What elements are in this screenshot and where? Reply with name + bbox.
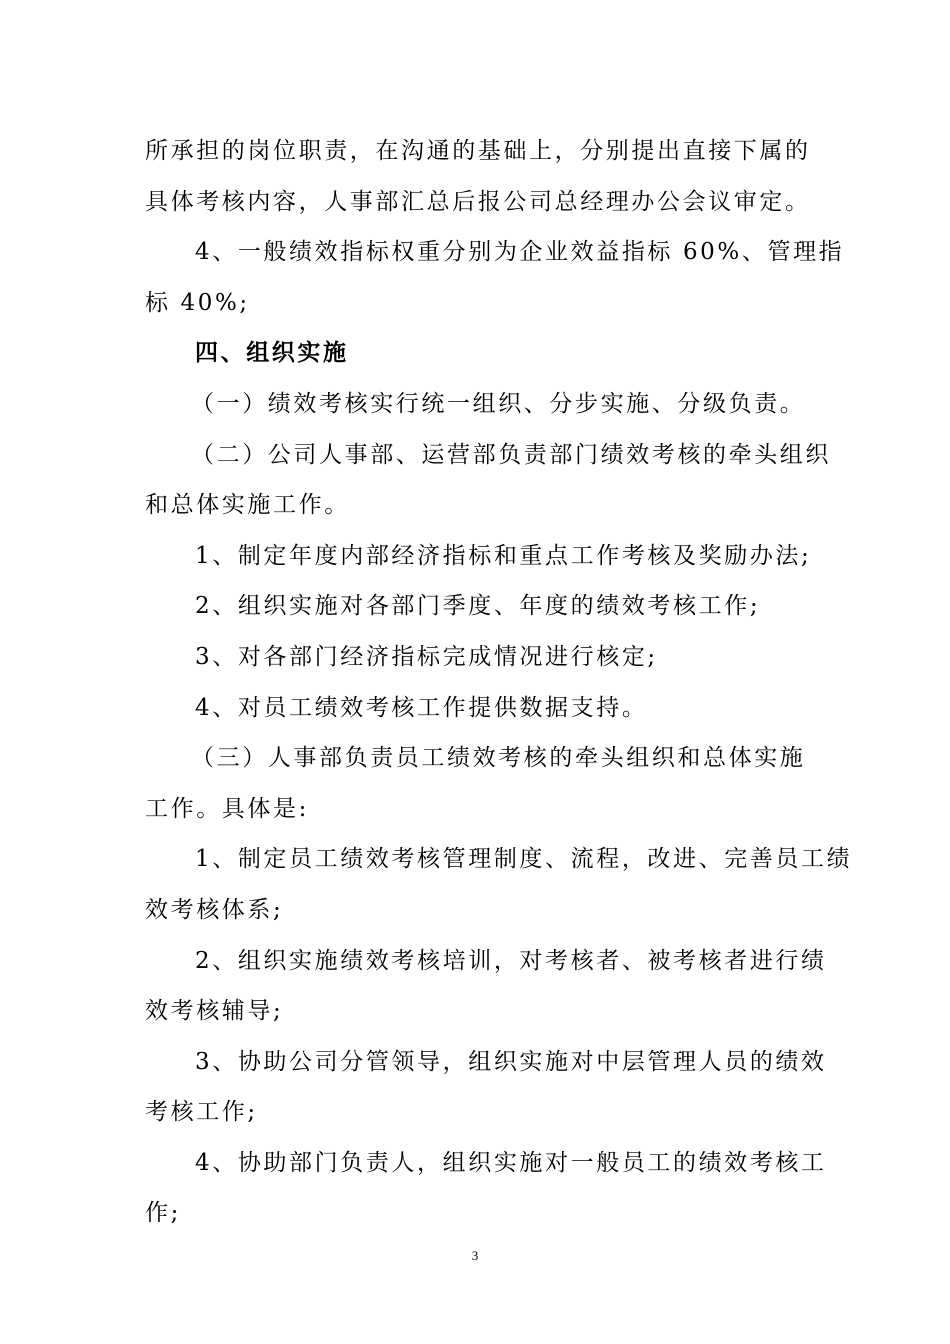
section-heading: 四、组织实施 [195, 340, 349, 367]
body-text [145, 126, 853, 1239]
text-line: 1、制定员工绩效考核管理制度、流程，改进、完善员工绩 [195, 846, 853, 873]
text-line: 2、组织实施绩效考核培训，对考核者、被考核者进行绩 [195, 947, 827, 974]
text-line: 4、对员工绩效考核工作提供数据支持。 [195, 694, 648, 721]
page-number: 3 [471, 1248, 479, 1263]
text-line: 效考核辅导; [145, 998, 284, 1025]
text-line: 4、协助部门负责人，组织实施对一般员工的绩效考核工 [195, 1149, 827, 1176]
text-line: 作; [145, 1200, 181, 1227]
text-line: 具体考核内容，人事部汇总后报公司总经理办公会议审定。 [145, 188, 811, 215]
text-line: 1、制定年度内部经济指标和重点工作考核及奖励办法; [195, 542, 812, 569]
text-line: 考核工作; [145, 1099, 258, 1126]
text-line: 所承担的岗位职责，在沟通的基础上，分别提出直接下属的 [145, 138, 811, 164]
text-line: （三）人事部负责员工绩效考核的牵头组织和总体实施 [191, 745, 806, 772]
text-line: 3、协助公司分管领导，组织实施对中层管理人员的绩效 [195, 1048, 827, 1075]
text-line: 4、一般绩效指标权重分别为企业效益指标 60%、管理指 [195, 239, 845, 266]
text-line: 3、对各部门经济指标完成情况进行核定; [195, 643, 658, 670]
text-line: 标 40%; [145, 289, 250, 316]
text-line: 效考核体系; [145, 896, 284, 923]
text-line: （一）绩效考核实行统一组织、分步实施、分级负责。 [191, 390, 806, 417]
text-line: 2、组织实施对各部门季度、年度的绩效考核工作; [195, 593, 761, 620]
text-line: （二）公司人事部、运营部负责部门绩效考核的牵头组织 [191, 441, 831, 468]
text-line: 和总体实施工作。 [145, 492, 350, 519]
text-line: 工作。具体是: [145, 795, 309, 822]
